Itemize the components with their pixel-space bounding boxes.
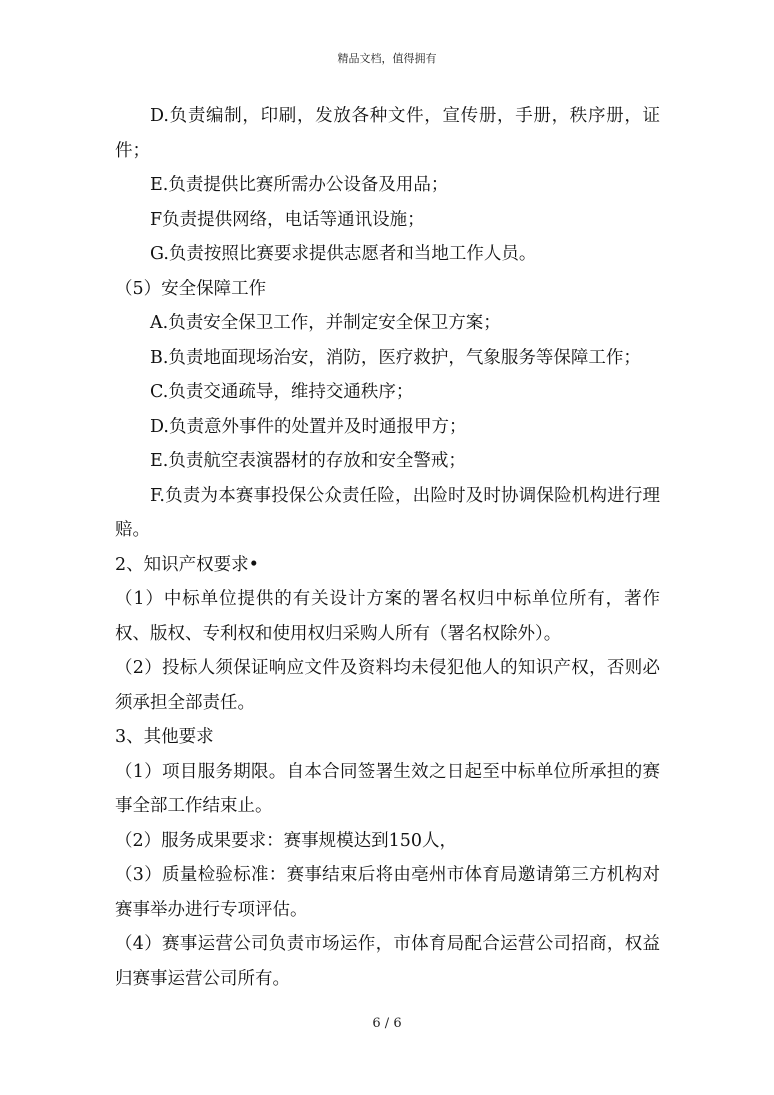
page-header — [0, 52, 774, 66]
page-footer — [0, 1016, 774, 1032]
paragraph: （1）项目服务期限。自本合同签署生效之日起至中标单位所承担的赛事全部工作结束止。 — [115, 761, 660, 816]
paragraph: B.负责地面现场治安，消防，医疗救护，气象服务等保障工作； — [150, 347, 641, 368]
paragraph: D.负责编制，印刷，发放各种文件，宣传册，手册，秩序册，证件； — [115, 106, 660, 161]
paragraph: D.负责意外事件的处置并及时通报甲方； — [150, 416, 467, 437]
paragraph: （2）投标人须保证响应文件及资料均未侵犯他人的知识产权，否则必须承担全部责任。 — [115, 658, 660, 713]
paragraph: （1）中标单位提供的有关设计方案的署名权归中标单位所有，著作权、版权、专利权和使用权归采购人所有（署名权除外）。 — [115, 589, 660, 644]
paragraph: E.负责航空表演器材的存放和安全警戒； — [150, 451, 466, 471]
paragraph: E.负责提供比赛所需办公设备及用品； — [150, 175, 449, 195]
page-number: 6 / 6 — [372, 1016, 402, 1031]
paragraph: F.负责为本赛事投保公众责任险，出险时及时协调保险机构进行理赔。 — [115, 485, 660, 540]
paragraph: C.负责交通疏导，维持交通秩序； — [150, 382, 414, 402]
section-heading: （5）安全保障工作 — [115, 278, 267, 299]
paragraph: A.负责安全保卫工作，并制定安全保卫方案； — [150, 313, 501, 333]
section-heading: 2、知识产权要求• — [115, 554, 259, 575]
paragraph: F负责提供网络，电话等通讯设施； — [150, 209, 425, 230]
document-body — [115, 99, 660, 996]
paragraph: （4）赛事运营公司负责市场运作，市体育局配合运营公司招商，权益归赛事运营公司所有。 — [115, 934, 660, 989]
header-text: 精品文档，值得拥有 — [337, 52, 437, 65]
paragraph: （2）服务成果要求：赛事规模达到150人， — [115, 830, 458, 851]
paragraph: （3）质量检验标准：赛事结束后将由亳州市体育局邀请第三方机构对赛事举办进行专项评估。 — [115, 865, 660, 920]
section-heading: 3、其他要求 — [115, 727, 214, 747]
paragraph: G.负责按照比赛要求提供志愿者和当地工作人员。 — [150, 244, 537, 264]
